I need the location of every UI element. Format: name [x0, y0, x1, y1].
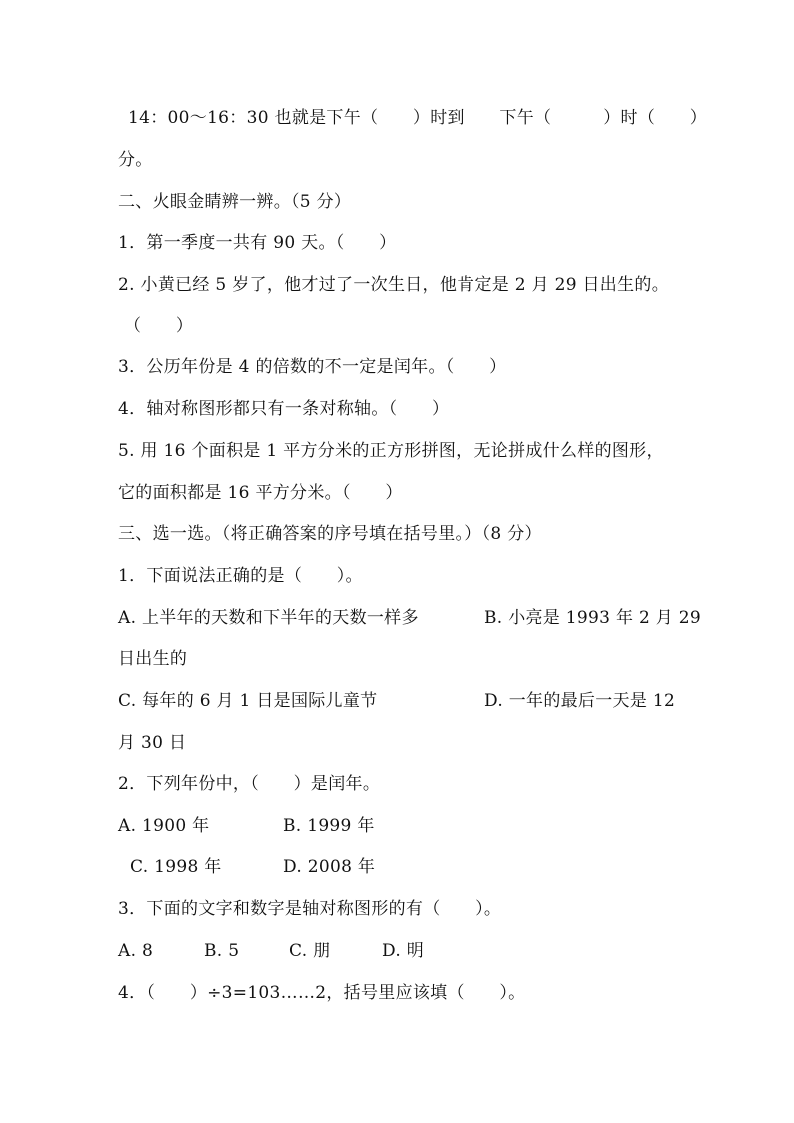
choice-3-option-b: B. 5 — [204, 941, 240, 961]
choice-2-option-b: B. 1999 年 — [283, 816, 375, 836]
judge-question-2: 2. 小黄已经 5 岁了，他才过了一次生日，他肯定是 2 月 29 日出生的。 — [118, 275, 670, 295]
choice-2-option-a: A. 1900 年 — [118, 816, 210, 836]
choice-3-option-d: D. 明 — [382, 941, 425, 961]
choice-3-option-c: C. 朋 — [289, 941, 331, 961]
judge-question-5-cont: 它的面积都是 16 平方分米。（ ） — [118, 483, 403, 503]
judge-question-1: 1．第一季度一共有 90 天。（ ） — [118, 233, 397, 253]
choice-1-option-d-cont: 月 30 日 — [118, 733, 187, 753]
choice-2-option-d: D. 2008 年 — [283, 857, 376, 877]
time-question-line: 14：00～16：30 也就是下午（ ）时到 下午（ ）时（ ） — [128, 108, 708, 128]
choice-question-4: 4．（ ）÷3=103……2，括号里应该填（ ）。 — [118, 983, 526, 1003]
choice-1-option-b-cont: 日出生的 — [118, 649, 188, 669]
choice-question-1: 1．下面说法正确的是（ ）。 — [118, 566, 363, 586]
choice-question-2: 2．下列年份中，（ ）是闰年。 — [118, 774, 381, 794]
choice-question-3: 3．下面的文字和数字是轴对称图形的有（ ）。 — [118, 899, 502, 919]
choice-2-option-c: C. 1998 年 — [130, 857, 222, 877]
section-two-heading: 二、火眼金睛辨一辨。（5 分） — [118, 192, 352, 212]
section-three-heading: 三、选一选。（将正确答案的序号填在括号里。）（8 分） — [118, 524, 542, 544]
judge-question-4: 4．轴对称图形都只有一条对称轴。（ ） — [118, 399, 450, 419]
choice-1-option-a: A. 上半年的天数和下半年的天数一样多 — [118, 608, 419, 628]
choice-1-option-c: C. 每年的 6 月 1 日是国际儿童节 — [118, 691, 378, 711]
choice-1-option-d: D. 一年的最后一天是 12 — [484, 691, 676, 711]
judge-question-5: 5. 用 16 个面积是 1 平方分米的正方形拼图，无论拼成什么样的图形， — [118, 441, 664, 461]
time-question-line-end: 分。 — [118, 150, 153, 170]
judge-question-3: 3．公历年份是 4 的倍数的不一定是闰年。（ ） — [118, 357, 507, 377]
choice-1-option-b: B. 小亮是 1993 年 2 月 29 — [484, 608, 702, 628]
judge-question-2-blank: （ ） — [124, 316, 194, 336]
choice-3-option-a: A. 8 — [118, 941, 154, 961]
